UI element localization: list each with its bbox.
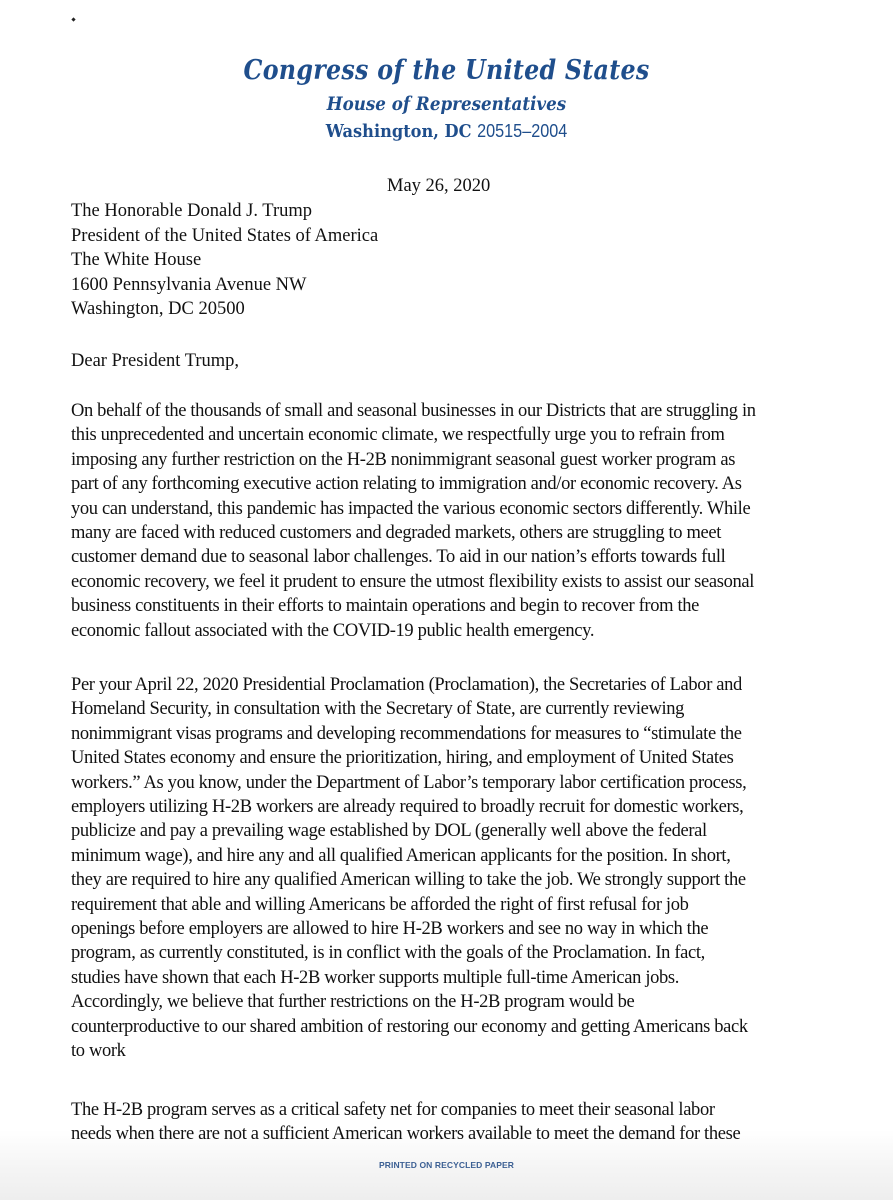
- stray-scan-mark: [71, 17, 75, 21]
- paragraph-line: program, as currently constituted, is in conflict with the goals of the Proclamation. In fact,: [71, 943, 705, 964]
- paragraph-line: employers utilizing H-2B workers are already required to broadly recruit for domestic workers,: [71, 797, 744, 818]
- body-paragraph-2: [71, 673, 831, 1064]
- paragraph-line: On behalf of the thousands of small and seasonal businesses in our Districts that are struggling in: [71, 401, 756, 421]
- paragraph-line: needs when there are not a sufficient American workers available to meet the demand for these: [71, 1124, 741, 1145]
- paragraph-line: studies have shown that each H-2B worker supports multiple full-time American jobs.: [71, 967, 680, 988]
- paragraph-line: nonimmigrant visas programs and developing recommendations for measures to “stimulate the: [71, 723, 742, 744]
- paragraph-line: openings before employers are allowed to hire H-2B workers and see no way in which the: [71, 919, 709, 940]
- paragraph-line: to work: [71, 1041, 126, 1062]
- paragraph-line: publicize and pay a prevailing wage established by DOL (generally well above the federal: [71, 821, 707, 842]
- paragraph-line: minimum wage), and hire any and all qualified American applicants for the position. In short,: [71, 845, 731, 866]
- paragraph-line: business constituents in their efforts to maintain operations and begin to recover from the: [71, 596, 699, 617]
- letter-date: May 26, 2020: [387, 176, 491, 196]
- body-paragraph-3: [71, 1098, 831, 1147]
- paragraph-line: many are faced with reduced customers and degraded markets, others are struggling to meet: [71, 523, 722, 544]
- paragraph-line: requirement that able and willing Americans be afforded the right of first refusal for job: [71, 894, 689, 915]
- paragraph-line: Per your April 22, 2020 Presidential Proclamation (Proclamation), the Secretaries of Labor and: [71, 675, 742, 695]
- body-paragraph-1: [71, 399, 831, 643]
- letterhead-chamber: House of Representatives: [326, 93, 567, 115]
- addressee-title: President of the United States of America: [71, 225, 379, 246]
- paragraph-line: economic fallout associated with the COVID-19 public health emergency.: [71, 620, 595, 641]
- paragraph-line: United States economy and ensure the prioritization, hiring, and employment of United States: [71, 748, 734, 769]
- letterhead-address: [45, 118, 849, 145]
- letterhead-zip: 20515–2004: [477, 121, 568, 141]
- letterhead: [0, 52, 893, 145]
- paragraph-line: this unprecedented and uncertain economic climate, we respectfully urge you to refrain from: [71, 425, 725, 446]
- addressee-building: The White House: [71, 250, 202, 270]
- paragraph-line: part of any forthcoming executive action relating to immigration and/or economic recovery. As: [71, 474, 742, 495]
- salutation: Dear President Trump,: [71, 351, 240, 371]
- addressee-block: [71, 199, 378, 322]
- paragraph-line: customer demand due to seasonal labor challenges. To aid in our nation’s efforts towards full: [71, 547, 726, 568]
- paragraph-line: counterproductive to our shared ambition of restoring our economy and getting Americans back: [71, 1016, 748, 1037]
- paragraph-line: Homeland Security, in consultation with the Secretary of State, are currently reviewing: [71, 699, 685, 720]
- recycled-paper-footer: PRINTED ON RECYCLED PAPER: [378, 1160, 515, 1170]
- letterhead-title: Congress of the United States: [243, 55, 650, 86]
- letterhead-city: Washington, DC: [325, 121, 472, 142]
- paragraph-line: economic recovery, we feel it prudent to ensure the utmost flexibility exists to assist our seasonal: [71, 571, 755, 592]
- paragraph-line: you can understand, this pandemic has impacted the various economic sectors differently. While: [71, 498, 751, 519]
- addressee-name: The Honorable Donald J. Trump: [71, 201, 312, 221]
- addressee-city: Washington, DC 20500: [71, 299, 245, 319]
- paragraph-line: workers.” As you know, under the Department of Labor’s temporary labor certification process,: [71, 772, 747, 793]
- paragraph-line: Accordingly, we believe that further restrictions on the H-2B program would be: [71, 992, 635, 1013]
- paragraph-line: they are required to hire any qualified American willing to take the job. We strongly support the: [71, 870, 746, 891]
- addressee-street: 1600 Pennsylvania Avenue NW: [71, 274, 307, 295]
- paragraph-line: The H-2B program serves as a critical safety net for companies to meet their seasonal labor: [71, 1100, 715, 1120]
- paragraph-line: imposing any further restriction on the H-2B nonimmigrant seasonal guest worker program as: [71, 449, 736, 470]
